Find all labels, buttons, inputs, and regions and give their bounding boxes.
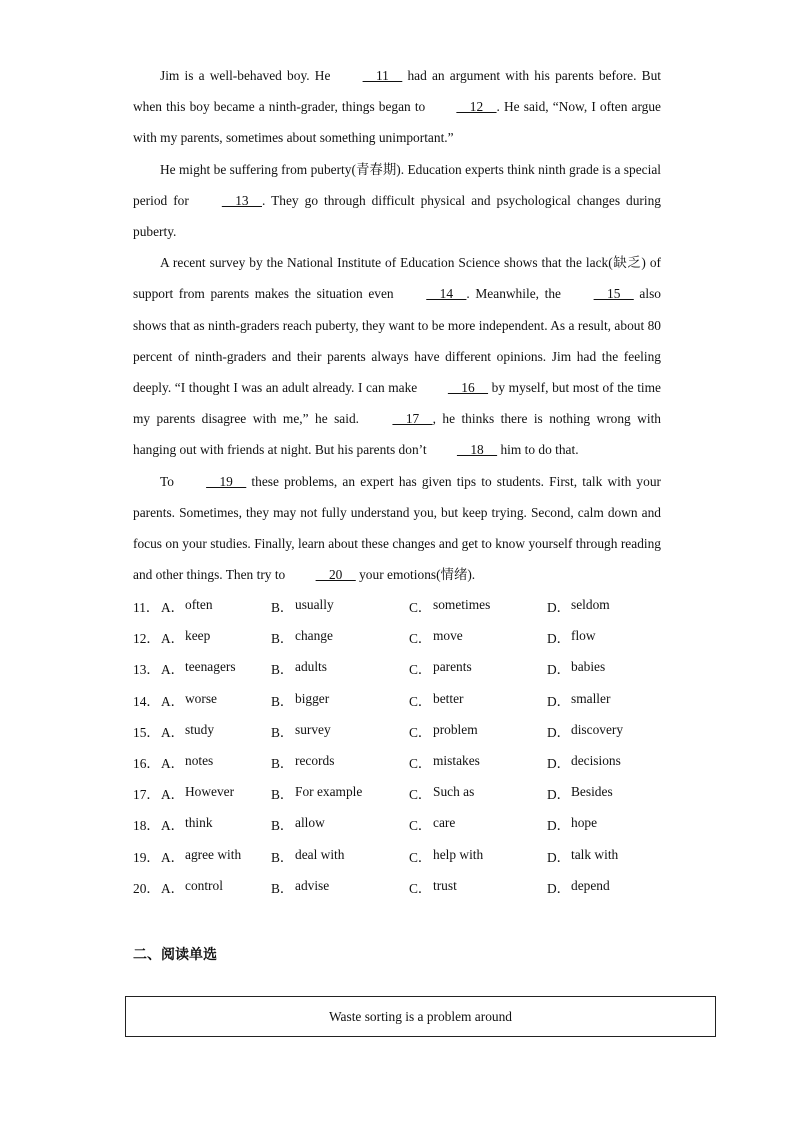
passage-paragraph-3 — [133, 247, 661, 465]
passage-text: He might be suffering from puberty(青春期). Education experts think ninth grade is a special period for — [133, 161, 661, 208]
option-letter: B． — [271, 662, 294, 678]
question-row — [133, 591, 693, 622]
passage-paragraph-4 — [133, 466, 661, 591]
question-number: 20． — [133, 880, 160, 896]
option-c[interactable] — [409, 753, 547, 772]
option-text: babies — [571, 659, 606, 675]
reading-passage-text: Waste sorting is a problem around — [328, 1008, 512, 1024]
option-a[interactable] — [161, 691, 271, 710]
option-text: parents — [433, 659, 472, 675]
option-a[interactable] — [161, 878, 271, 897]
option-text: usually — [295, 597, 334, 613]
option-letter: C． — [409, 693, 432, 709]
blank-17[interactable]: 17 — [392, 411, 433, 427]
option-text: notes — [185, 753, 214, 769]
option-letter: A． — [161, 787, 185, 803]
option-letter: B． — [271, 631, 294, 647]
option-c[interactable] — [409, 878, 547, 897]
reading-passage-box — [125, 996, 716, 1037]
option-c[interactable] — [409, 691, 547, 710]
passage-text: him to do that. — [497, 442, 579, 458]
option-letter: D． — [547, 818, 571, 834]
option-text: often — [185, 597, 213, 613]
option-text: smaller — [571, 690, 611, 706]
option-text: mistakes — [433, 753, 480, 769]
option-letter: B． — [271, 724, 294, 740]
option-text: change — [295, 628, 333, 644]
option-text: hope — [571, 815, 598, 831]
section-title: 二、阅读单选 — [133, 947, 217, 963]
option-text: For example — [295, 784, 363, 800]
option-b[interactable] — [271, 784, 409, 803]
passage-text: by myself, but most of the time my parents disagree with me,” he said. — [133, 380, 661, 427]
option-letter: B． — [271, 600, 294, 616]
option-b[interactable] — [271, 753, 409, 772]
option-text: move — [433, 628, 463, 644]
passage-text: , he thinks there is nothing wrong with hanging out with friends at night. But his parents don’t — [133, 411, 661, 458]
blank-16[interactable]: 16 — [447, 380, 489, 396]
option-c[interactable] — [409, 815, 547, 834]
passage-paragraph-1 — [133, 60, 661, 154]
option-text: help with — [433, 846, 484, 862]
passage-text: had an argument with his parents before. But when this boy became a ninth-grader, things began to — [133, 68, 661, 115]
option-letter: D． — [547, 787, 571, 803]
option-d[interactable] — [547, 753, 667, 772]
option-text: decisions — [571, 753, 621, 769]
option-text: depend — [571, 877, 610, 893]
option-b[interactable] — [271, 847, 409, 866]
option-b[interactable] — [271, 815, 409, 834]
option-text: agree with — [185, 846, 242, 862]
option-letter: C． — [409, 818, 432, 834]
option-text: deal with — [295, 846, 345, 862]
option-text: study — [185, 721, 215, 737]
blank-14[interactable]: 14 — [426, 286, 467, 302]
option-b[interactable] — [271, 659, 409, 678]
option-letter: C． — [409, 724, 432, 740]
option-c[interactable] — [409, 628, 547, 647]
option-a[interactable] — [161, 659, 271, 678]
question-number: 15． — [133, 724, 160, 740]
option-text: control — [185, 877, 223, 893]
option-b[interactable] — [271, 722, 409, 741]
option-d[interactable] — [547, 847, 667, 866]
passage-text: To — [160, 473, 180, 489]
option-a[interactable] — [161, 628, 271, 647]
option-letter: A． — [161, 849, 185, 865]
option-d[interactable] — [547, 722, 667, 741]
option-a[interactable] — [161, 847, 271, 866]
question-row — [133, 747, 693, 778]
option-text: survey — [295, 721, 331, 737]
question-number: 11． — [133, 600, 160, 616]
option-letter: D． — [547, 880, 571, 896]
blank-18[interactable]: 18 — [456, 442, 498, 458]
option-text: bigger — [295, 690, 330, 706]
question-number: 12． — [133, 631, 160, 647]
option-d[interactable] — [547, 628, 667, 647]
question-number: 13． — [133, 662, 160, 678]
option-text: Besides — [571, 784, 613, 800]
option-letter: D． — [547, 756, 571, 772]
option-c[interactable] — [409, 659, 547, 678]
question-number: 16． — [133, 756, 160, 772]
option-a[interactable] — [161, 815, 271, 834]
option-text: discovery — [571, 721, 624, 737]
option-letter: C． — [409, 849, 432, 865]
option-letter: C． — [409, 662, 432, 678]
question-row — [133, 685, 693, 716]
option-a[interactable] — [161, 722, 271, 741]
option-d[interactable] — [547, 878, 667, 897]
option-a[interactable] — [161, 784, 271, 803]
option-text: adults — [295, 659, 327, 675]
option-a[interactable] — [161, 597, 271, 616]
passage-text: Jim is a well-behaved boy. He — [160, 68, 336, 83]
option-letter: D． — [547, 631, 571, 647]
option-b[interactable] — [271, 691, 409, 710]
option-letter: A． — [161, 693, 185, 709]
blank-12[interactable]: 12 — [456, 99, 497, 115]
option-letter: B． — [271, 880, 294, 896]
question-row — [133, 841, 693, 872]
option-text: talk with — [571, 846, 619, 862]
option-letter: C． — [409, 631, 432, 647]
option-letter: B． — [271, 693, 294, 709]
option-letter: A． — [161, 756, 185, 772]
blank-13[interactable]: 13 — [221, 192, 262, 208]
option-c[interactable] — [409, 722, 547, 741]
option-b[interactable] — [271, 878, 409, 897]
question-row — [133, 716, 693, 747]
question-number: 17． — [133, 787, 160, 803]
cloze-passage — [133, 60, 661, 590]
option-text: Such as — [433, 784, 475, 800]
option-letter: C． — [409, 756, 432, 772]
option-text: advise — [295, 877, 330, 893]
option-letter: D． — [547, 724, 571, 740]
question-list — [133, 591, 693, 903]
blank-15[interactable]: 15 — [593, 286, 634, 302]
question-number: 19． — [133, 849, 160, 865]
option-letter: A． — [161, 631, 185, 647]
option-text: allow — [295, 815, 325, 831]
option-b[interactable] — [271, 597, 409, 616]
question-row — [133, 622, 693, 653]
option-d[interactable] — [547, 659, 667, 678]
blank-19[interactable]: 19 — [206, 473, 247, 489]
option-text: better — [433, 690, 464, 706]
option-b[interactable] — [271, 628, 409, 647]
option-letter: B． — [271, 818, 294, 834]
option-text: keep — [185, 628, 211, 644]
blank-20[interactable]: 20 — [315, 567, 356, 583]
option-d[interactable] — [547, 691, 667, 710]
option-letter: D． — [547, 849, 571, 865]
question-row — [133, 778, 693, 809]
option-text: seldom — [571, 597, 610, 613]
option-text: However — [185, 784, 235, 800]
passage-text: A recent survey by the National Institute of Education Science shows that the lack(缺乏) of support from parents makes the situation even — [133, 255, 661, 302]
option-a[interactable] — [161, 753, 271, 772]
option-letter: C． — [409, 787, 432, 803]
option-letter: A． — [161, 724, 185, 740]
option-d[interactable] — [547, 815, 667, 834]
question-row — [133, 872, 693, 903]
option-text: flow — [571, 628, 596, 644]
option-letter: B． — [271, 849, 294, 865]
option-c[interactable] — [409, 784, 547, 803]
option-text: teenagers — [185, 659, 236, 675]
passage-text: also shows that as ninth-graders reach puberty, they want to be more independent. As a result, about 80 percent of ninth-graders and their parents always have different opinions. Jim had the feeling deeply. “I thought I was an adult already. I can make — [133, 286, 661, 396]
option-d[interactable] — [547, 597, 667, 616]
option-letter: B． — [271, 787, 294, 803]
passage-text: . They go through difficult physical and psychological changes during puberty. — [133, 192, 661, 240]
passage-text: these problems, an expert has given tips to students. First, talk with your parents. Sometimes, they may not fully understand you, but keep trying. Second, calm down and focus on your studies. Finally, learn about these changes and get to know yourself through reading and other things. Then try to — [133, 473, 661, 583]
option-text: records — [295, 753, 335, 769]
passage-paragraph-2 — [133, 154, 661, 248]
blank-11[interactable]: 11 — [362, 68, 403, 83]
option-letter: C． — [409, 880, 432, 896]
option-text: sometimes — [433, 597, 491, 613]
option-text: trust — [433, 877, 457, 893]
passage-text: . He said, “Now, I often argue with my parents, sometimes about something unimportant.” — [133, 99, 662, 146]
option-c[interactable] — [409, 847, 547, 866]
option-text: worse — [185, 690, 217, 706]
option-letter: D． — [547, 662, 571, 678]
option-letter: B． — [271, 756, 294, 772]
option-letter: C． — [409, 600, 432, 616]
question-row — [133, 809, 693, 840]
option-text: problem — [433, 721, 478, 737]
option-c[interactable] — [409, 597, 547, 616]
option-letter: D． — [547, 600, 571, 616]
option-d[interactable] — [547, 784, 667, 803]
question-row — [133, 653, 693, 684]
option-letter: A． — [161, 662, 185, 678]
passage-text: . Meanwhile, the — [466, 286, 567, 302]
option-text: think — [185, 815, 213, 831]
option-letter: A． — [161, 880, 185, 896]
option-letter: A． — [161, 600, 185, 616]
question-number: 14． — [133, 693, 160, 709]
question-number: 18． — [133, 818, 160, 834]
option-letter: D． — [547, 693, 571, 709]
option-text: care — [433, 815, 456, 831]
passage-text: your emotions(情绪). — [355, 567, 476, 583]
option-letter: A． — [161, 818, 185, 834]
